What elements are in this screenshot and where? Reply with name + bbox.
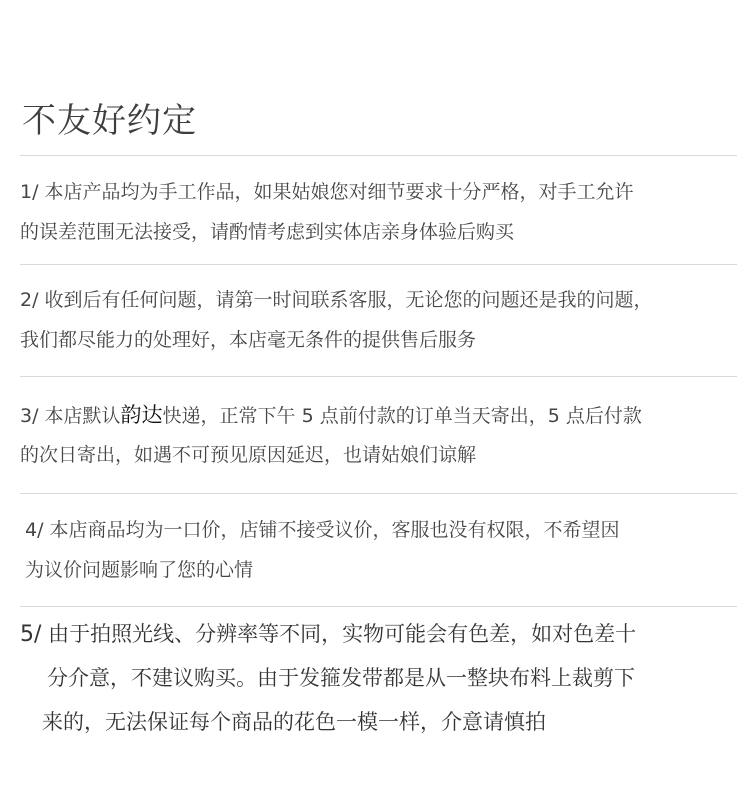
- term-item-5: [20, 612, 742, 744]
- divider: [20, 493, 737, 494]
- term-3-line-1: [20, 395, 742, 435]
- term-4-line-1: 4/ 本店商品均为一口价，店铺不接受议价，客服也没有权限，不希望因: [25, 519, 620, 541]
- term-3-line-1-suffix: 快递，正常下午 5 点前付款的订单当天寄出，5 点后付款: [162, 405, 642, 427]
- term-item-3: [20, 395, 742, 475]
- term-1-line-1: 1/ 本店产品均为手工作品，如果姑娘您对细节要求十分严格，对手工允许: [20, 181, 634, 203]
- divider: [20, 155, 737, 156]
- divider: [20, 264, 737, 265]
- courier-name: 韵达: [120, 403, 163, 427]
- term-item-1: [20, 172, 742, 252]
- term-5-line-1-text: 由于拍照光线、分辨率等不同，实物可能会有色差，如对色差十: [48, 622, 637, 646]
- term-5-line-1: [20, 612, 742, 656]
- term-item-4: [25, 510, 747, 590]
- term-5-number: 5/: [20, 622, 42, 647]
- term-3-line-1-prefix: 3/ 本店默认: [20, 405, 121, 427]
- term-2-line-1: 2/ 收到后有任何问题，请第一时间联系客服，无论您的问题还是我的问题，: [20, 289, 653, 311]
- divider: [20, 376, 737, 377]
- term-3-line-2: 的次日寄出，如遇不可预见原因延迟，也请姑娘们谅解: [20, 444, 477, 466]
- term-1-line-2: 的误差范围无法接受，请酌情考虑到实体店亲身体验后购买: [20, 221, 515, 243]
- term-item-2: [20, 280, 742, 360]
- term-4-line-2: 为议价问题影响了您的心情: [25, 559, 254, 581]
- divider: [20, 606, 737, 607]
- page-title: 不友好约定: [22, 101, 197, 141]
- term-2-line-2: 我们都尽能力的处理好，本店毫无条件的提供售后服务: [20, 329, 477, 351]
- term-5-line-2: 分介意，不建议购买。由于发箍发带都是从一整块布料上裁剪下: [47, 666, 635, 690]
- term-5-line-3: 来的，无法保证每个商品的花色一模一样，介意请慎拍: [42, 710, 546, 734]
